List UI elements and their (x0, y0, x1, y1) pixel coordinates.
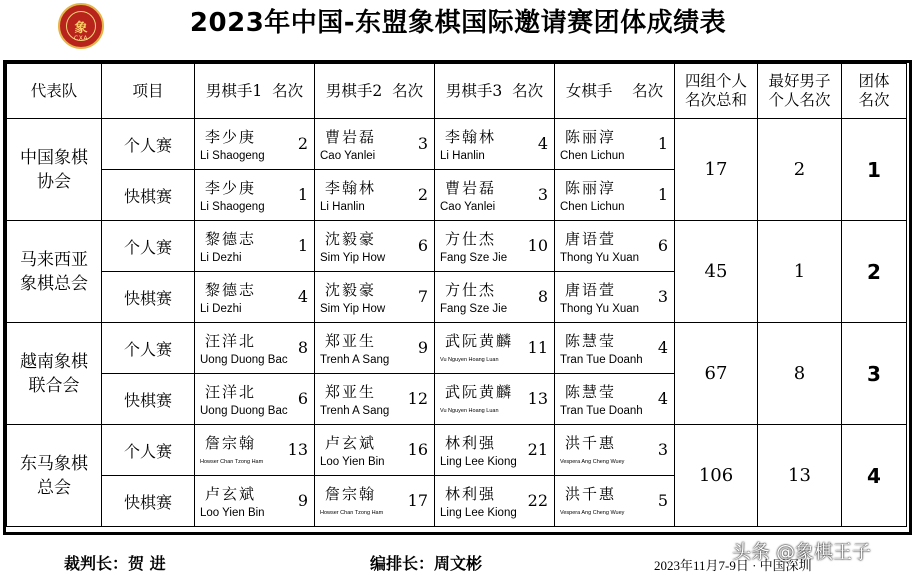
player-name-en: Chen Lichun (560, 150, 625, 162)
player-name-en: Uong Duong Bac (200, 405, 288, 417)
player-rank: 6 (657, 236, 668, 255)
player-rank: 21 (527, 440, 548, 459)
player-cell (195, 170, 315, 221)
table-row (7, 119, 907, 170)
player-name-en: Chen Lichun (560, 201, 625, 213)
player-name-en: Ling Lee Kiong (440, 456, 517, 468)
event-date: 2023年11月7-9日 · 中国深圳 (654, 558, 812, 573)
player-name-en: Li Dezhi (200, 252, 242, 264)
player-rank: 13 (287, 440, 308, 459)
team-rank: 3 (842, 323, 907, 425)
team-name: 东马象棋 总会 (7, 425, 102, 527)
player-name-en: Howser Chan Tzong Ham (200, 459, 264, 465)
player-cell (555, 272, 675, 323)
player-cell (195, 221, 315, 272)
player-name-cn: 汪洋北 (205, 332, 257, 350)
player-cell (555, 323, 675, 374)
player-cell (435, 476, 555, 527)
header-female-player: 女棋手 名次 (555, 64, 675, 119)
player-rank: 3 (537, 185, 548, 204)
player-name-cn: 李少庚 (205, 179, 257, 197)
team-rank: 2 (842, 221, 907, 323)
player-cell (435, 170, 555, 221)
player-cell (435, 119, 555, 170)
player-rank: 2 (417, 185, 428, 204)
player-name-cn: 沈毅豪 (325, 230, 377, 248)
player-name-cn: 陈慧莹 (565, 383, 617, 401)
player-name-en: Cao Yanlei (440, 201, 496, 213)
logo-glyph: 象 (66, 11, 96, 41)
player-cell (315, 323, 435, 374)
player-name-en: Vespera Ang Cheng Wuey (560, 459, 625, 465)
player-rank: 5 (657, 491, 668, 510)
player-name-en: Cao Yanlei (320, 150, 376, 162)
event-type: 快棋赛 (102, 272, 195, 323)
player-name-en: Thong Yu Xuan (560, 303, 640, 315)
event-type: 个人赛 (102, 323, 195, 374)
player-rank: 10 (527, 236, 548, 255)
player-cell (195, 272, 315, 323)
player-name-en: Li Hanlin (440, 150, 485, 162)
player-rank: 13 (527, 389, 548, 408)
player-name-en: Vespera Ang Cheng Wuey (560, 510, 625, 516)
player-rank: 2 (297, 134, 308, 153)
player-cell (315, 119, 435, 170)
player-rank: 1 (657, 134, 668, 153)
player-name-cn: 唐语萱 (565, 281, 617, 299)
page-title: 2023年中国-东盟象棋国际邀请赛团体成绩表 (189, 8, 727, 38)
header-male-player-2: 男棋手2 名次 (315, 64, 435, 119)
player-rank: 17 (407, 491, 428, 510)
player-name-cn: 卢玄斌 (325, 434, 377, 452)
player-name-cn: 李翰林 (445, 128, 497, 146)
player-name-cn: 曹岩磊 (325, 128, 377, 146)
player-name-cn: 方仕杰 (445, 230, 497, 248)
player-cell (195, 425, 315, 476)
player-rank: 4 (657, 338, 668, 357)
player-name-cn: 黎德志 (205, 281, 257, 299)
watermark: 头条 @象棋王子 (732, 541, 872, 563)
player-rank: 4 (537, 134, 548, 153)
player-rank: 1 (297, 236, 308, 255)
player-cell (315, 425, 435, 476)
player-name-en: Fang Sze Jie (440, 303, 508, 315)
team-rank: 4 (842, 425, 907, 527)
event-type: 快棋赛 (102, 476, 195, 527)
player-rank: 1 (297, 185, 308, 204)
player-cell (315, 221, 435, 272)
logo-text: CXA (74, 35, 88, 42)
header-team: 代表队 (7, 64, 102, 119)
team-name: 马来西亚 象棋总会 (7, 221, 102, 323)
player-cell (315, 374, 435, 425)
player-name-cn: 黎德志 (205, 230, 257, 248)
player-name-cn: 武阮黄麟 (445, 383, 514, 401)
player-name-en: Vu Nguyen Hoang Luan (440, 408, 499, 414)
player-rank: 3 (657, 440, 668, 459)
chief-scheduler: 编排长：周文彬 (370, 554, 483, 573)
player-name-cn: 林利强 (445, 485, 497, 503)
player-name-cn: 陈丽淳 (565, 179, 617, 197)
player-cell (315, 170, 435, 221)
player-cell (435, 425, 555, 476)
player-cell (315, 272, 435, 323)
player-rank: 6 (297, 389, 308, 408)
rank-sum: 67 (675, 323, 758, 425)
player-rank: 3 (417, 134, 428, 153)
player-rank: 1 (657, 185, 668, 204)
best-male-rank: 13 (758, 425, 842, 527)
player-name-en: Sim Yip How (320, 252, 386, 264)
player-cell (195, 323, 315, 374)
player-rank: 9 (417, 338, 428, 357)
player-cell (555, 425, 675, 476)
header-rank-sum: 四组个人 名次总和 (675, 64, 758, 119)
player-rank: 8 (537, 287, 548, 306)
player-name-en: Tran Tue Doanh (560, 354, 643, 366)
player-cell (195, 119, 315, 170)
player-cell (195, 374, 315, 425)
player-cell (555, 476, 675, 527)
player-rank: 12 (407, 389, 428, 408)
player-name-cn: 沈毅豪 (325, 281, 377, 299)
event-type: 个人赛 (102, 425, 195, 476)
player-name-cn: 曹岩磊 (445, 179, 497, 197)
player-name-cn: 汪洋北 (205, 383, 257, 401)
table-row (7, 425, 907, 476)
player-rank: 4 (297, 287, 308, 306)
player-name-en: Ling Lee Kiong (440, 507, 517, 519)
player-name-en: Vu Nguyen Hoang Luan (440, 357, 499, 363)
player-name-cn: 卢玄斌 (205, 485, 257, 503)
best-male-rank: 1 (758, 221, 842, 323)
header-male-player-3: 男棋手3 名次 (435, 64, 555, 119)
player-cell (315, 476, 435, 527)
player-name-en: Uong Duong Bac (200, 354, 288, 366)
header-best-male-rank: 最好男子 个人名次 (758, 64, 842, 119)
player-cell (435, 272, 555, 323)
player-rank: 8 (297, 338, 308, 357)
player-cell (555, 221, 675, 272)
table-row (7, 323, 907, 374)
player-name-cn: 陈丽淳 (565, 128, 617, 146)
team-name: 越南象棋 联合会 (7, 323, 102, 425)
player-name-en: Thong Yu Xuan (560, 252, 640, 264)
player-rank: 22 (527, 491, 548, 510)
rank-sum: 45 (675, 221, 758, 323)
player-name-cn: 洪千惠 (565, 485, 617, 503)
player-rank: 11 (527, 338, 548, 357)
player-name-en: Li Hanlin (320, 201, 365, 213)
player-rank: 7 (417, 287, 428, 306)
event-type: 快棋赛 (102, 374, 195, 425)
rank-sum: 106 (675, 425, 758, 527)
player-name-cn: 武阮黄麟 (445, 332, 514, 350)
player-name-en: Trenh A Sang (320, 354, 390, 366)
player-name-cn: 郑亚生 (325, 332, 377, 350)
player-name-en: Fang Sze Jie (440, 252, 508, 264)
team-rank: 1 (842, 119, 907, 221)
header-event: 项目 (102, 64, 195, 119)
player-cell (435, 221, 555, 272)
player-name-en: Loo Yien Bin (200, 507, 265, 519)
player-name-en: Trenh A Sang (320, 405, 390, 417)
player-cell (435, 374, 555, 425)
chief-referee: 裁判长：贺 进 (64, 554, 166, 573)
player-cell (195, 476, 315, 527)
player-name-cn: 郑亚生 (325, 383, 377, 401)
player-name-en: Li Dezhi (200, 303, 242, 315)
player-cell (555, 374, 675, 425)
player-name-cn: 方仕杰 (445, 281, 497, 299)
player-name-cn: 李少庚 (205, 128, 257, 146)
player-name-en: Li Shaogeng (200, 201, 265, 213)
player-rank: 16 (407, 440, 428, 459)
player-name-en: Li Shaogeng (200, 150, 265, 162)
header-team-rank: 团体 名次 (842, 64, 907, 119)
header-row (7, 64, 907, 119)
player-cell (555, 119, 675, 170)
event-type: 快棋赛 (102, 170, 195, 221)
player-rank: 4 (657, 389, 668, 408)
event-type: 个人赛 (102, 119, 195, 170)
best-male-rank: 2 (758, 119, 842, 221)
team-name: 中国象棋 协会 (7, 119, 102, 221)
player-name-cn: 李翰林 (325, 179, 377, 197)
player-name-en: Tran Tue Doanh (560, 405, 643, 417)
player-name-cn: 洪千惠 (565, 434, 617, 452)
player-cell (435, 323, 555, 374)
player-name-en: Howser Chan Tzong Ham (320, 510, 384, 516)
rank-sum: 17 (675, 119, 758, 221)
player-name-cn: 詹宗翰 (205, 434, 257, 452)
player-rank: 6 (417, 236, 428, 255)
best-male-rank: 8 (758, 323, 842, 425)
table-row (7, 221, 907, 272)
player-cell (555, 170, 675, 221)
header-male-player-1: 男棋手1 名次 (195, 64, 315, 119)
event-type: 个人赛 (102, 221, 195, 272)
player-name-en: Sim Yip How (320, 303, 386, 315)
results-table (6, 63, 907, 527)
player-rank: 9 (297, 491, 308, 510)
player-name-cn: 林利强 (445, 434, 497, 452)
player-name-en: Loo Yien Bin (320, 456, 385, 468)
player-rank: 3 (657, 287, 668, 306)
player-name-cn: 唐语萱 (565, 230, 617, 248)
player-name-cn: 陈慧莹 (565, 332, 617, 350)
player-name-cn: 詹宗翰 (325, 485, 377, 503)
